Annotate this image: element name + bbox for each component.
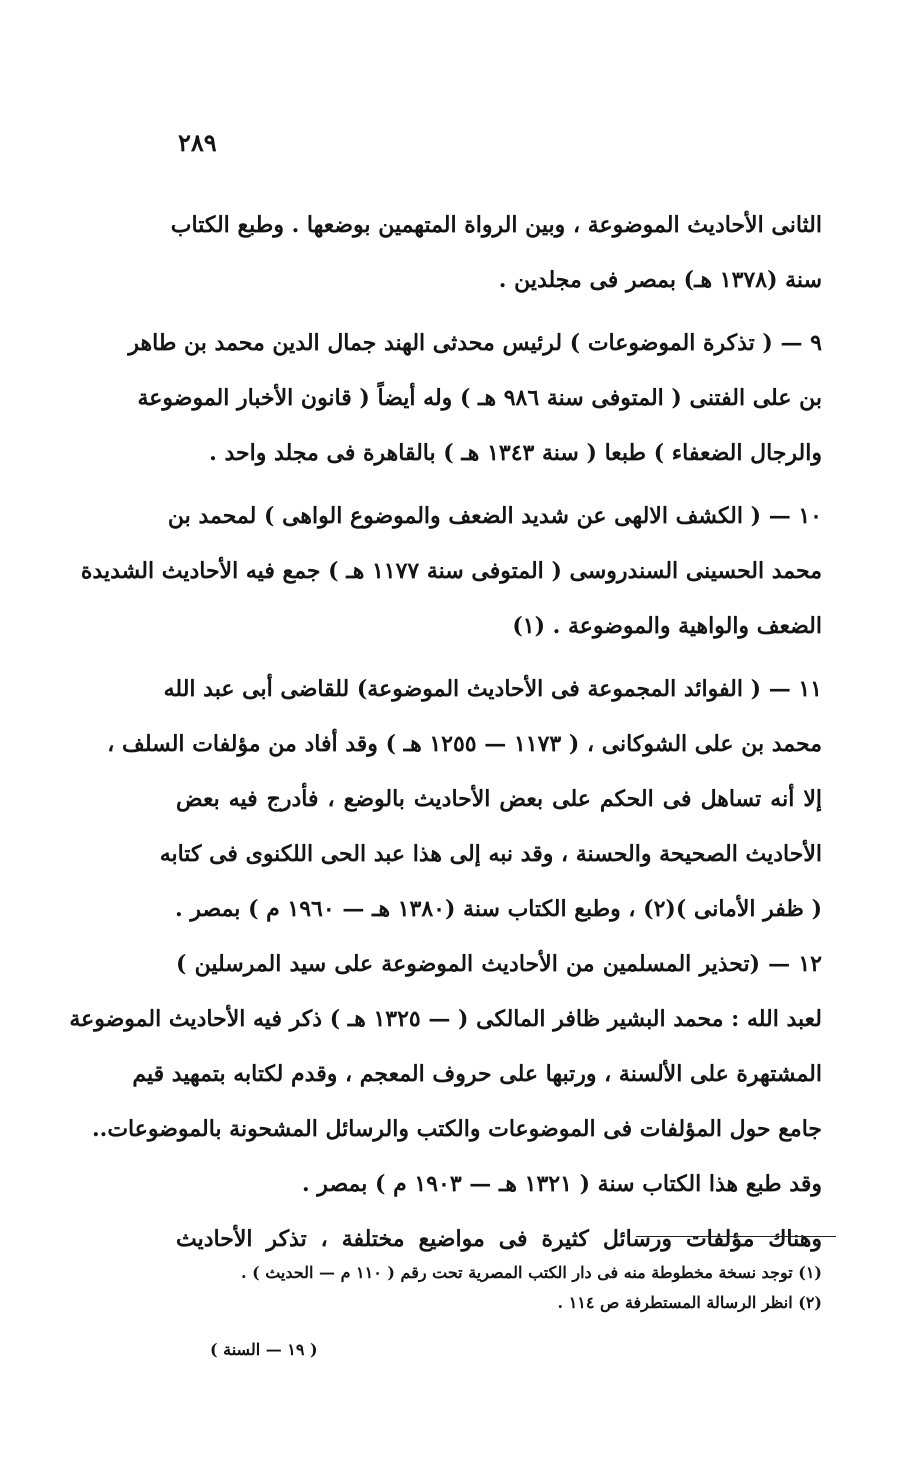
footnote-1: (١) توجد نسخة مخطوطة منه فى دار الكتب المصرية تحت رقم ( ١١٠ م — الحديث ) . (240, 1263, 822, 1282)
text-line: بن على الفتنى ( المتوفى سنة ٩٨٦ هـ ) وله أيضاً ( قانون الأخبار الموضوعة (137, 385, 822, 411)
paragraph (107, 662, 822, 937)
text-line: المشتهرة على الألسنة ، ورتبها على حروف المعجم ، وقدم لكتابه بتمهيد قيم (132, 1061, 822, 1087)
text-line: والرجال الضعفاء ) طبعا ( سنة ١٣٤٣ هـ ) بالقاهرة فى مجلد واحد . (209, 440, 822, 466)
text-line: ١١ — ( الفوائد المجموعة فى الأحاديث الموضوعة) للقاضى أبى عبد الله (163, 676, 822, 702)
text-line: الثانى الأحاديث الموضوعة ، وبين الرواة المتهمين بوضعها . وطبع الكتاب (170, 212, 822, 238)
text-line: محمد الحسينى السندروسى ( المتوفى سنة ١١٧٧ هـ ) جمع فيه الأحاديث الشديدة (80, 558, 822, 584)
text-line: لعبد الله : محمد البشير ظافر المالكى ( — ١٣٢٥ هـ ) ذكر فيه الأحاديث الموضوعة (69, 1006, 822, 1032)
paragraph (69, 937, 822, 1212)
text-line: ١٠ — ( الكشف الالهى عن شديد الضعف والموضوع الواهى ) لمحمد بن (167, 503, 822, 529)
text-line: وقد طبع هذا الكتاب سنة ( ١٣٢١ هـ — ١٩٠٣ م ) بمصر . (301, 1171, 822, 1197)
paragraph (80, 489, 822, 654)
footnote-2: (٢) انظر الرسالة المستطرفة ص ١١٤ . (557, 1293, 822, 1312)
text-line: سنة (١٣٧٨ هـ) بمصر فى مجلدين . (498, 267, 822, 293)
paragraph (128, 316, 822, 481)
signature-mark: ( ١٩ — السنة ) (210, 1340, 318, 1359)
body-text (69, 198, 822, 1267)
footnotes (200, 1258, 822, 1318)
text-line: الضعف والواهية والموضوعة . (١) (512, 613, 822, 639)
page-number: ٢٨٩ (178, 128, 217, 157)
text-line: إلا أنه تساهل فى الحكم على بعض الأحاديث بالوضع ، فأدرج فيه بعض (176, 786, 822, 812)
text-line: ٩ — ( تذكرة الموضوعات ) لرئيس محدثى الهند جمال الدين محمد بن طاهر (128, 330, 822, 356)
text-line: وهناك مؤلفات ورسائل كثيرة فى مواضيع مختلفة ، تذكر الأحاديث (176, 1226, 822, 1252)
paragraph (170, 198, 822, 308)
footnote-divider (636, 1236, 836, 1237)
text-line: ( ظفر الأمانى )(٢) ، وطبع الكتاب سنة (١٣٨٠ هـ — ١٩٦٠ م ) بمصر . (175, 896, 822, 922)
text-line: جامع حول المؤلفات فى الموضوعات والكتب والرسائل المشحونة بالموضوعات.. (92, 1116, 822, 1142)
text-line: الأحاديث الصحيحة والحسنة ، وقد نبه إلى هذا عبد الحى اللكنوى فى كتابه (159, 841, 822, 867)
text-line: ١٢ — (تحذير المسلمين من الأحاديث الموضوعة على سيد المرسلين ) (176, 951, 822, 977)
text-line: محمد بن على الشوكانى ، ( ١١٧٣ — ١٢٥٥ هـ ) وقد أفاد من مؤلفات السلف ، (107, 731, 822, 757)
